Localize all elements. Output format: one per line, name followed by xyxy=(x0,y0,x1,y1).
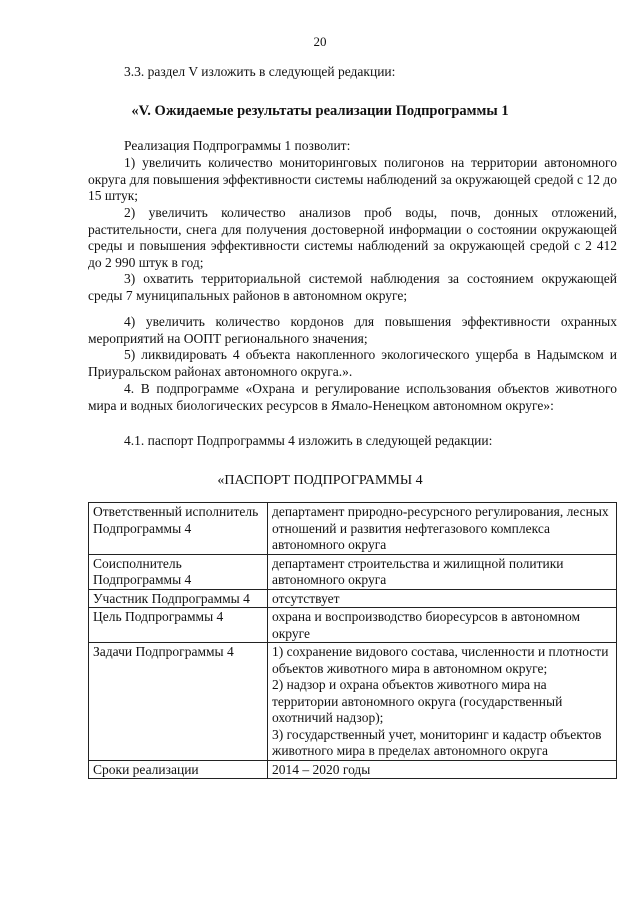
intro-paragraph: 3.3. раздел V изложить в следующей редакции: xyxy=(124,64,396,79)
passport-table xyxy=(88,502,617,779)
table-row xyxy=(89,608,617,643)
list-item: 5) ликвидировать 4 объекта накопленного экологического ущерба в Надымском и Приуральском районах автономного округа.». xyxy=(88,347,617,379)
passport-title: «ПАСПОРТ ПОДПРОГРАММЫ 4 xyxy=(217,473,423,488)
row-label: Сроки реализации xyxy=(89,760,268,779)
point-4-1-paragraph: 4.1. паспорт Подпрограммы 4 изложить в следующей редакции: xyxy=(124,433,493,448)
table-row xyxy=(89,589,617,608)
table-row xyxy=(89,760,617,779)
point-4-paragraph: 4. В подпрограмме «Охрана и регулирование использования объектов животного мира и водных биологических ресурсов в Ямало-Ненецком автономном округе»: xyxy=(88,381,617,413)
row-value: отсутствует xyxy=(268,589,617,608)
task-item: 1) сохранение видового состава, численности и плотности объектов животного мира в автономном округе; xyxy=(272,644,609,676)
list-item: 1) увеличить количество мониторинговых полигонов на территории автономного округа для повышения эффективности системы наблюдений за окружающей средой с 12 до 15 штук; xyxy=(88,155,617,203)
row-value: 2014 – 2020 годы xyxy=(268,760,617,779)
row-value: департамент природно-ресурсного регулирования, лесных отношений и развития нефтегазового комплекса автономного округа xyxy=(268,503,617,555)
row-label: Участник Подпрограммы 4 xyxy=(89,589,268,608)
list-item: 3) охватить территориальной системой наблюдения за состоянием окружающей среды 7 муниципальных районов в автономном округе; xyxy=(88,271,617,303)
row-tasks xyxy=(268,643,617,761)
table-row xyxy=(89,554,617,589)
row-label: Задачи Подпрограммы 4 xyxy=(89,643,268,761)
row-value: департамент строительства и жилищной политики автономного округа xyxy=(268,554,617,589)
row-label: Ответственный исполнитель Подпрограммы 4 xyxy=(89,503,268,555)
lead-paragraph: Реализация Подпрограммы 1 позволит: xyxy=(124,138,351,153)
task-item: 2) надзор и охрана объектов животного мира на территории автономного округа (государственный охотничий надзор); xyxy=(272,677,563,725)
list-item: 2) увеличить количество анализов проб воды, почв, донных отложений, растительности, снега для получения достоверной информации о состоянии окружающей среды и повышения эффективности системы наблюдений за окружающей средой с 2 412 до 2 990 штук в год; xyxy=(88,205,617,270)
table-row xyxy=(89,643,617,761)
section-heading: «V. Ожидаемые результаты реализации Подпрограммы 1 xyxy=(131,103,509,119)
row-value: охрана и воспроизводство биоресурсов в автономном округе xyxy=(268,608,617,643)
row-label: Соисполнитель Подпрограммы 4 xyxy=(89,554,268,589)
page-number: 20 xyxy=(313,34,327,49)
row-label: Цель Подпрограммы 4 xyxy=(89,608,268,643)
task-item: 3) государственный учет, мониторинг и кадастр объектов животного мира в пределах автономного округа xyxy=(272,726,602,758)
list-item: 4) увеличить количество кордонов для повышения эффективности охранных мероприятий на ООПТ регионального значения; xyxy=(88,314,617,346)
table-row xyxy=(89,503,617,555)
